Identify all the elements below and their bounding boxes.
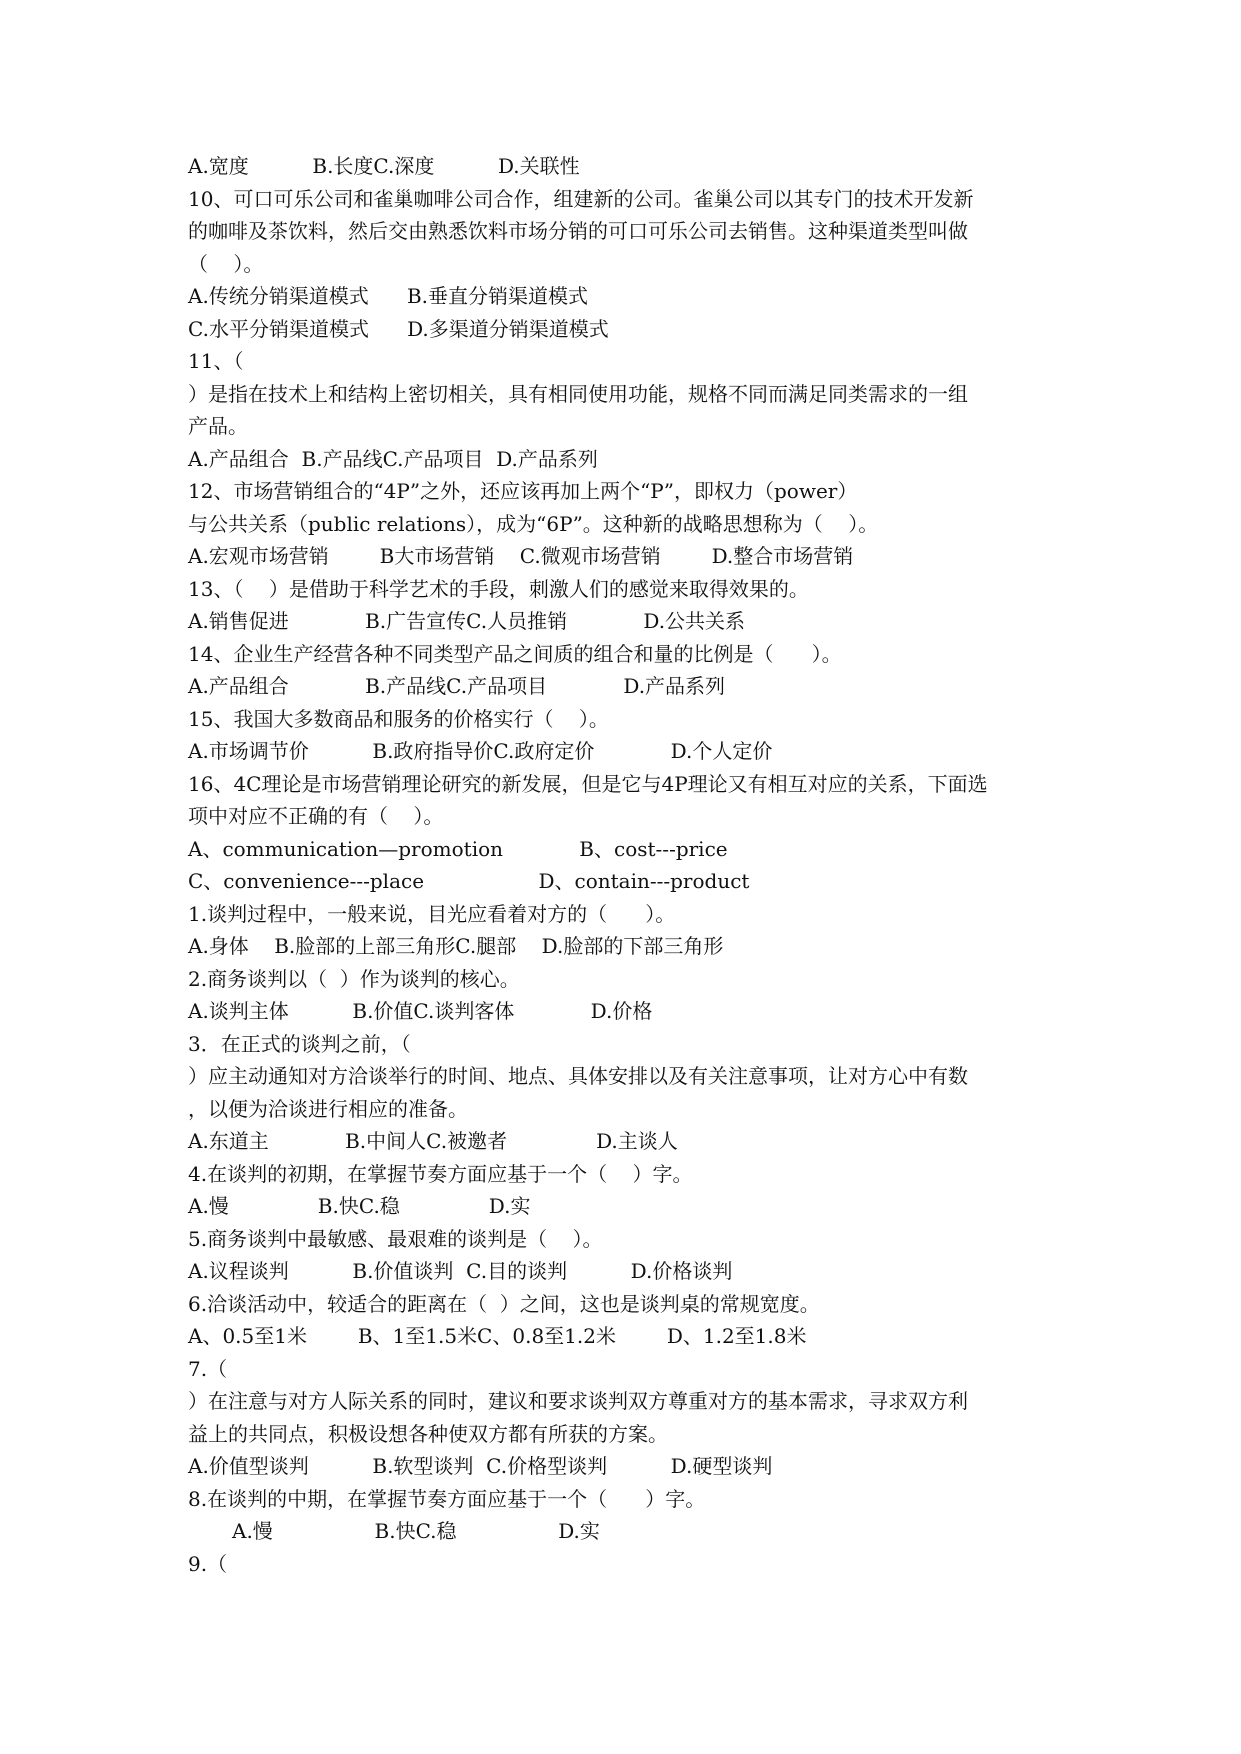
- text-line: C.水平分销渠道模式 D.多渠道分销渠道模式: [188, 316, 609, 341]
- text-line: A.市场调节价 B.政府指导价C.政府定价 D.个人定价: [188, 739, 773, 763]
- text-line: A.谈判主体 B.价值C.谈判客体 D.价格: [188, 999, 653, 1023]
- text-line: A.宽度 B.长度C.深度 D.关联性: [188, 154, 580, 178]
- text-line: 7.（: [188, 1356, 228, 1381]
- text-line: （ ）。: [188, 251, 264, 276]
- text-line: 9.（: [188, 1551, 228, 1576]
- text-line: 4.在谈判的初期，在掌握节奏方面应基于一个（ ）字。: [188, 1161, 693, 1186]
- text-line: A.销售促进 B.广告宣传C.人员推销 D.公共关系: [188, 609, 746, 633]
- text-line: C、convenience---place D、contain---product: [188, 869, 750, 893]
- text-line: A.价值型谈判 B.软型谈判 C.价格型谈判 D.硬型谈判: [188, 1454, 773, 1478]
- text-line: 与公共关系（public relations），成为“6P”。这种新的战略思想称为（ ）。: [188, 511, 879, 536]
- text-line: A.慢 B.快C.稳 D.实: [188, 1194, 531, 1218]
- text-line: A.传统分销渠道模式 B.垂直分销渠道模式: [188, 284, 588, 308]
- text-line: ）是指在技术上和结构上密切相关，具有相同使用功能，规格不同而满足同类需求的一组: [188, 381, 968, 406]
- document-page: [188, 150, 1048, 1580]
- text-line: 益上的共同点，积极设想各种使双方都有所获的方案。: [188, 1421, 668, 1446]
- text-line: A.身体 B.脸部的上部三角形C.腿部 D.脸部的下部三角形: [188, 934, 724, 958]
- text-line: 6.洽谈活动中，较适合的距离在（ ）之间，这也是谈判桌的常规宽度。: [188, 1291, 820, 1316]
- text-line: A.宏观市场营销 B大市场营销 C.微观市场营销 D.整合市场营销: [188, 544, 854, 568]
- text-line: A.东道主 B.中间人C.被邀者 D.主谈人: [188, 1129, 678, 1153]
- text-line: 2.商务谈判以（ ）作为谈判的核心。: [188, 966, 520, 991]
- text-line: 16、4C理论是市场营销理论研究的新发展，但是它与4P理论又有相互对应的关系，下面选: [188, 771, 988, 796]
- text-line: A.产品组合 B.产品线C.产品项目 D.产品系列: [188, 446, 598, 471]
- text-line: ）在注意与对方人际关系的同时，建议和要求谈判双方尊重对方的基本需求，寻求双方利: [188, 1389, 968, 1413]
- text-line: 15、我国大多数商品和服务的价格实行（ ）。: [188, 706, 609, 731]
- text-line: A.议程谈判 B.价值谈判 C.目的谈判 D.价格谈判: [188, 1259, 733, 1283]
- text-line: 12、市场营销组合的“4P”之外，还应该再加上两个“P”，即权力（power）: [188, 479, 858, 503]
- text-line: ）应主动通知对方洽谈举行的时间、地点、具体安排以及有关注意事项，让对方心中有数: [188, 1064, 968, 1088]
- text-line: 的咖啡及茶饮料，然后交由熟悉饮料市场分销的可口可乐公司去销售。这种渠道类型叫做: [188, 219, 968, 243]
- text-line: 13、（ ）是借助于科学艺术的手段，刺激人们的感觉来取得效果的。: [188, 576, 809, 601]
- text-line: 8.在谈判的中期，在掌握节奏方面应基于一个（ ）字。: [188, 1486, 706, 1511]
- text-line: 产品。: [188, 414, 248, 438]
- text-line: A、0.5至1米 B、1至1.5米C、0.8至1.2米 D、1.2至1.8米: [188, 1324, 807, 1348]
- text-line: 项中对应不正确的有（ ）。: [188, 804, 444, 828]
- text-line: 11、（: [188, 349, 244, 373]
- text-line: A.产品组合 B.产品线C.产品项目 D.产品系列: [188, 674, 726, 698]
- text-line: 1.谈判过程中，一般来说，目光应看着对方的（ ）。: [188, 901, 676, 926]
- text-line: ，以便为洽谈进行相应的准备。: [188, 1096, 468, 1121]
- text-line: 10、可口可乐公司和雀巢咖啡公司合作，组建新的公司。雀巢公司以其专门的技术开发新: [188, 186, 974, 211]
- text-line: 14、企业生产经营各种不同类型产品之间质的组合和量的比例是（ ）。: [188, 641, 842, 666]
- text-line: A.慢 B.快C.稳 D.实: [232, 1519, 600, 1543]
- text-line: 3．在正式的谈判之前，（: [188, 1031, 411, 1056]
- text-line: 5.商务谈判中最敏感、最艰难的谈判是（ ）。: [188, 1226, 603, 1251]
- text-line: A、communication—promotion B、cost---price: [188, 836, 728, 861]
